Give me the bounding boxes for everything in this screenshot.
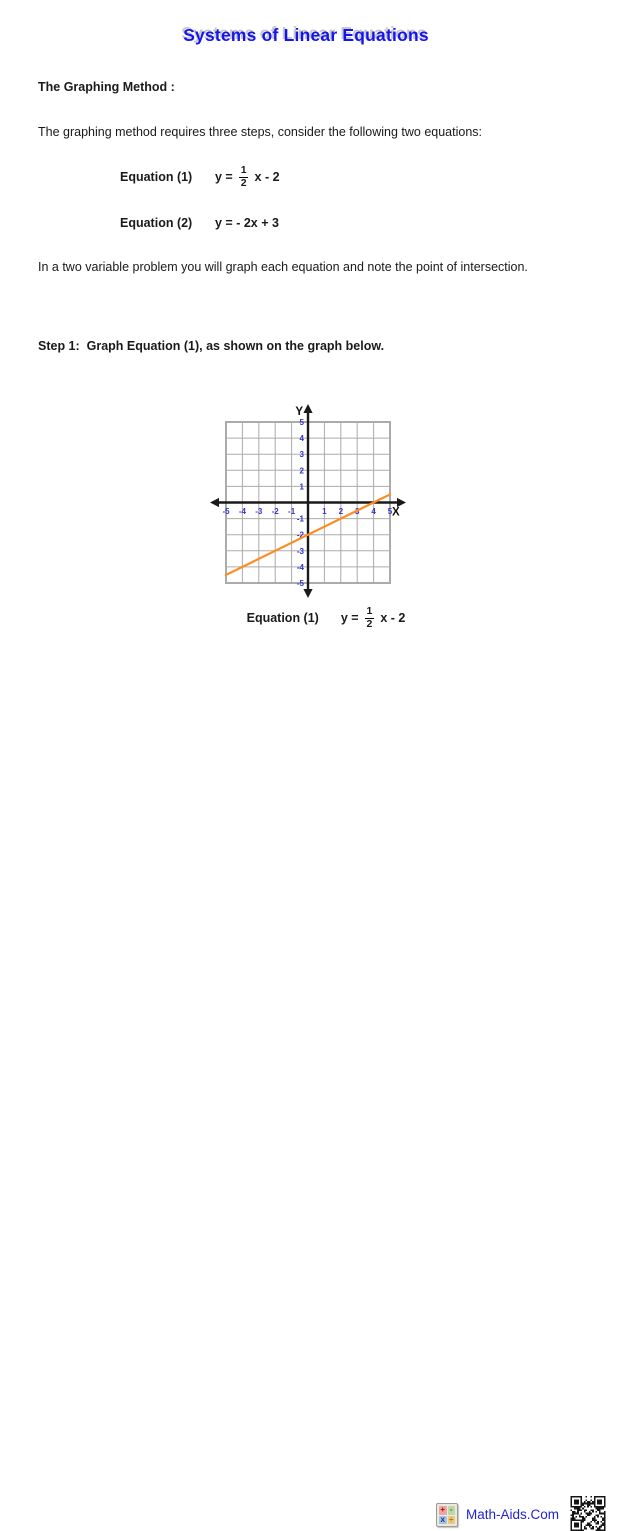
y-tick-label: -5 <box>296 579 304 588</box>
coordinate-graph <box>205 400 410 600</box>
y-tick-label: -2 <box>296 530 304 540</box>
section-heading: The Graphing Method : <box>38 80 175 94</box>
caption-equation-expression: y = $\frac{1}{2}$ x - 2 <box>340 605 406 630</box>
arrow-up-icon <box>303 404 312 413</box>
y-tick-label: -1 <box>296 514 304 524</box>
y-tick-label: -4 <box>296 562 304 572</box>
math-aids-logo-icon <box>436 1503 458 1527</box>
intro-text: The graphing method requires three steps, consider the following two equations: <box>38 125 483 139</box>
note-text: In a two variable problem you will graph each equation and note the point of intersection. <box>38 260 528 274</box>
step1-text: Step 1: Graph Equation (1), as shown on the graph below. <box>38 339 385 353</box>
y-axis-label: Y <box>295 406 303 418</box>
x-tick-label: -3 <box>255 507 263 516</box>
plus-icon: + <box>440 1505 446 1515</box>
x-tick-label: 5 <box>387 507 393 516</box>
arrow-down-icon <box>303 589 312 598</box>
equation-1-expression: y = $\frac{1}{2}$ x - 2 <box>215 164 280 189</box>
math-aids-link[interactable]: Math-Aids.Com <box>466 1507 560 1522</box>
y-tick-label: 4 <box>299 434 304 444</box>
x-tick-label: -1 <box>288 507 296 516</box>
x-tick-label: 2 <box>338 507 344 516</box>
equation-1-label: Equation (1) <box>120 170 193 184</box>
page-title: Systems of Linear Equations <box>183 25 429 45</box>
equation-2-row <box>120 214 279 232</box>
equation-1-row <box>120 161 280 193</box>
equation-2-expression: y = - 2x + 3 <box>215 216 279 230</box>
graph-caption <box>20 602 632 634</box>
footer <box>0 745 612 1524</box>
caption-equation-label: Equation (1) <box>246 611 319 625</box>
divide-icon: ÷ <box>449 1514 454 1524</box>
y-tick-label: 3 <box>299 450 304 460</box>
x-tick-label: -4 <box>238 507 246 516</box>
fraction-one-half: $\frac{1}{2}$ <box>240 164 247 189</box>
y-tick-label: 5 <box>299 418 304 427</box>
graph-svg <box>205 400 410 600</box>
x-tick-label: -5 <box>222 507 230 516</box>
y-tick-label: 1 <box>299 482 304 492</box>
fraction-one-half: $\frac{1}{2}$ <box>366 605 373 630</box>
y-tick-label: -3 <box>296 546 304 556</box>
arrow-left-icon <box>210 498 219 507</box>
qr-code <box>570 1496 606 1531</box>
y-tick-label: 2 <box>299 466 304 476</box>
x-tick-label: 1 <box>322 507 327 516</box>
minus-icon: - <box>448 1506 456 1515</box>
x-tick-label: 4 <box>371 507 376 516</box>
x-axis-label: X <box>392 506 400 519</box>
times-icon: x <box>440 1514 445 1524</box>
x-tick-label: 3 <box>354 507 360 516</box>
x-tick-label: -2 <box>271 507 279 516</box>
equation-2-label: Equation (2) <box>120 216 193 230</box>
